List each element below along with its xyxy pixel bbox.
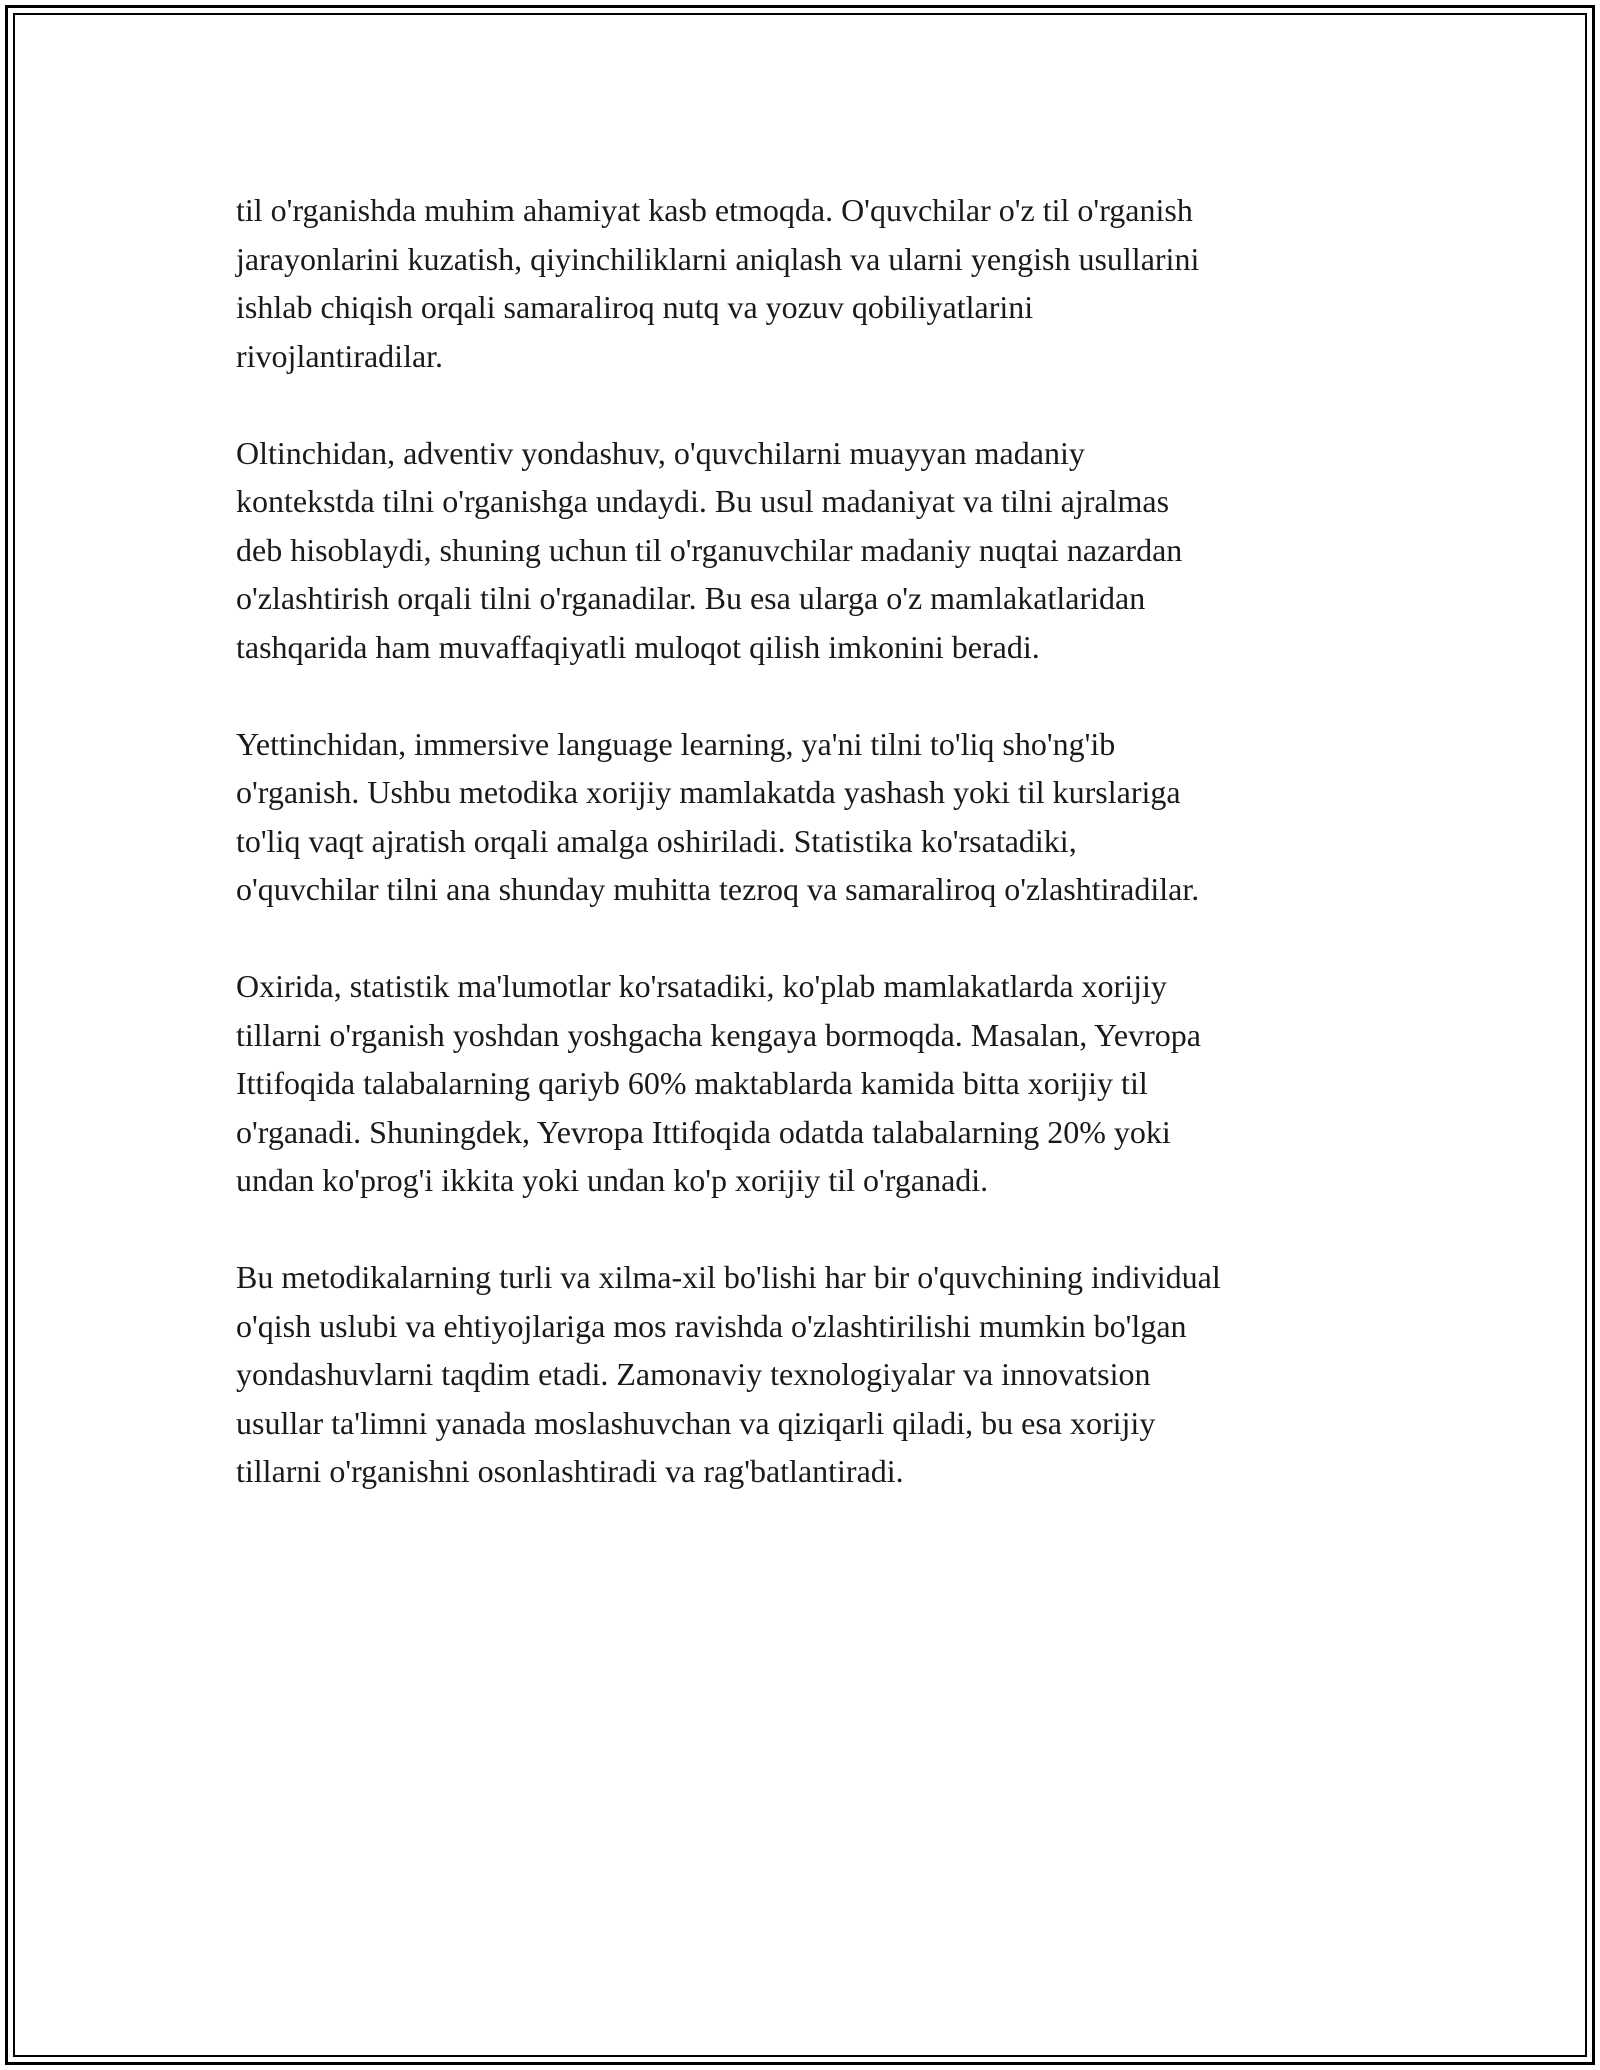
paragraph-4: Oxirida, statistik ma'lumotlar ko'rsatadiki, ko'plab mamlakatlarda xorijiy tillarni o'rganish yoshdan yoshgacha kengaya bormoqda. Masalan, Yevropa Ittifoqida talabalarning qariyb 60% maktablarda kamida bitta xorijiy til o'rganadi. Shuningdek, Yevropa Ittifoqida odatda talabalarning 20% yoki undan ko'prog'i ikkita yoki undan ko'p xorijiy til o'rganadi. [236, 968, 1201, 1198]
document-body [236, 186, 1416, 1544]
paragraph-1: til o'rganishda muhim ahamiyat kasb etmoqda. O'quvchilar o'z til o'rganish jarayonlarini kuzatish, qiyinchiliklarni aniqlash va ularni yengish usullarini ishlab chiqish orqali samaraliroq nutq va yozuv qobiliyatlarini rivojlantiradilar. [236, 192, 1200, 374]
paragraph-2: Oltinchidan, adventiv yondashuv, o'quvchilarni muayyan madaniy kontekstda tilni o'rganishga undaydi. Bu usul madaniyat va tilni ajralmas deb hisoblaydi, shuning uchun til o'rganuvchilar madaniy nuqtai nazardan o'zlashtirish orqali tilni o'rganadilar. Bu esa ularga o'z mamlakatlaridan tashqarida ham muvaffaqiyatli muloqot qilish imkonini beradi. [236, 434, 1183, 665]
paragraph-3: Yettinchidan, immersive language learning, ya'ni tilni to'liq sho'ng'ib o'rganish. Ushbu metodika xorijiy mamlakatda yashash yoki til kurslariga to'liq vaqt ajratish orqali amalga oshiriladi. Statistika ko'rsatadiki, o'quvchilar tilni ana shunday muhitta tezroq va samaraliroq o'zlashtiradilar. [236, 725, 1200, 907]
paragraph-5: Bu metodikalarning turli va xilma-xil bo'lishi har bir o'quvchining individual o'qish uslubi va ehtiyojlariga mos ravishda o'zlashtirilishi mumkin bo'lgan yondashuvlarni taqdim etadi. Zamonaviy texnologiyalar va innovatsion usullar ta'limni yanada moslashuvchan va qiziqarli qiladi, bu esa xorijiy tillarni o'rganishni osonlashtiradi va rag'batlantiradi. [236, 1259, 1221, 1489]
